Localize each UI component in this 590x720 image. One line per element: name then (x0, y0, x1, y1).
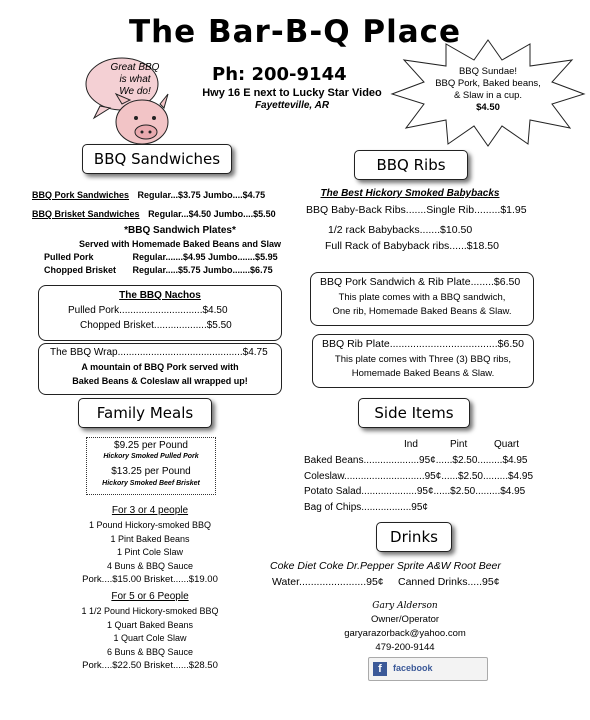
facebook-label: facebook (393, 663, 433, 673)
side-items-heading: Side Items (358, 398, 470, 428)
pig-speech-bubble (100, 62, 170, 98)
plate-pork-row (44, 252, 278, 262)
sandwich-plates-title: *BBQ Sandwich Plates* (124, 225, 236, 236)
brisket-sandwich-prices: Regular...$4.50 Jumbo....$5.50 (148, 209, 276, 219)
owner-role: Owner/Operator (370, 614, 440, 625)
sundae-price: $4.50 (476, 102, 500, 113)
phone-number: Ph: 200-9144 (212, 64, 347, 85)
plate-brisket-row (44, 265, 273, 275)
family-group1-item: 1 Pint Baked Beans (110, 533, 190, 544)
facebook-badge[interactable] (368, 657, 488, 681)
pork-sandwich-prices: Regular...$3.75 Jumbo....$4.75 (137, 190, 266, 200)
family-group1-item: 4 Buns & BBQ Sauce (106, 560, 194, 571)
per-pound-sub-2: Hickory Smoked Beef Brisket (102, 480, 200, 487)
ribs-item-half: 1/2 rack Babybacks.......$10.50 (328, 224, 473, 236)
drinks-list: Coke Diet Coke Dr.Pepper Sprite A&W Root Beer (270, 560, 501, 572)
sundae-line-2: BBQ Pork, Baked beans, (435, 78, 541, 89)
drinks-heading: Drinks (376, 522, 452, 552)
family-group2-price: Pork....$22.50 Brisket......$28.50 (82, 660, 218, 671)
wrap-desc-1: A mountain of BBQ Pork served with (81, 362, 239, 372)
pork-sandwich-row (32, 190, 265, 200)
rib-combo-title: BBQ Pork Sandwich & Rib Plate........$6.50 (320, 276, 521, 288)
sides-col-pint: Pint (450, 439, 468, 450)
per-pound-price-1: $9.25 per Pound (114, 440, 188, 451)
sides-col-quart: Quart (494, 439, 520, 450)
family-group1-title: For 3 or 4 people (111, 505, 189, 516)
plate-brisket-prices: Regular.....$5.75 Jumbo.......$6.75 (132, 265, 273, 275)
family-group2-item: 6 Buns & BBQ Sauce (106, 646, 194, 657)
rib-plate-title: BBQ Rib Plate.....................................$6.50 (322, 338, 524, 350)
family-group2-item: 1 1/2 Pound Hickory-smoked BBQ (81, 606, 219, 616)
restaurant-title: The Bar-B-Q Place (128, 14, 462, 50)
side-row-chips: Bag of Chips..................95¢ (304, 502, 428, 513)
family-group1-item: 1 Pint Cole Slaw (116, 547, 184, 557)
rib-plate-desc-2: Homemade Baked Beans & Slaw. (351, 368, 495, 379)
ribs-subtitle: The Best Hickory Smoked Babybacks (320, 188, 500, 199)
family-group2-title: For 5 or 6 People (111, 591, 189, 602)
rib-combo-desc-1: This plate comes with a BBQ sandwich, (338, 292, 506, 303)
side-row-potato-salad: Potato Salad....................95¢......$2.50.........$4.95 (304, 486, 526, 497)
address: Hwy 16 E next to Lucky Star Video (202, 87, 382, 99)
rib-combo-desc-2: One rib, Homemade Baked Beans & Slaw. (332, 306, 512, 317)
brisket-sandwich-label: BBQ Brisket Sandwiches (32, 209, 140, 219)
per-pound-sub-1: Hickory Smoked Pulled Pork (103, 453, 199, 460)
family-group1-item: 1 Pound Hickory-smoked BBQ (88, 520, 212, 530)
wrap-desc-2: Baked Beans & Coleslaw all wrapped up! (72, 376, 248, 386)
bbq-sandwiches-heading: BBQ Sandwiches (82, 144, 232, 174)
side-row-coleslaw: Coleslaw.............................95¢......$2.50.........$4.95 (304, 471, 533, 482)
sundae-line-3: & Slaw in a cup. (453, 90, 523, 101)
owner-signature: Gary Alderson (372, 601, 438, 611)
sandwich-plates-subtitle: Served with Homemade Baked Beans and Slaw (78, 239, 282, 249)
family-meals-heading: Family Meals (78, 398, 212, 428)
facebook-icon: f (373, 662, 387, 676)
bubble-line-3: We do! (119, 86, 151, 97)
family-group2-items (50, 605, 250, 659)
city: Fayetteville, AR (254, 100, 330, 111)
plate-pork-label: Pulled Pork (44, 252, 94, 262)
brisket-sandwich-row (32, 209, 276, 219)
sundae-title: BBQ Sundae! (458, 66, 518, 77)
family-group2-item: 1 Quart Cole Slaw (113, 633, 187, 643)
drinks-water: Water.......................95¢ (272, 576, 384, 588)
ribs-item-full: Full Rack of Babyback ribs......$18.50 (325, 240, 499, 252)
bubble-line-2: is what (119, 74, 151, 85)
owner-phone: 479-200-9144 (375, 642, 435, 653)
ribs-item-single: BBQ Baby-Back Ribs.......Single Rib.........$1.95 (306, 204, 527, 216)
plate-pork-prices: Regular.......$4.95 Jumbo.......$5.95 (132, 252, 278, 262)
nachos-item-pork: Pulled Pork..............................$4.50 (68, 305, 228, 316)
sides-col-ind: Ind (404, 439, 418, 450)
pork-sandwich-label: BBQ Pork Sandwiches (32, 190, 130, 200)
sundae-text (420, 66, 556, 114)
drinks-canned: Canned Drinks.....95¢ (398, 576, 500, 588)
owner-email[interactable]: garyarazorback@yahoo.com (344, 628, 466, 639)
nachos-item-brisket: Chopped Brisket...................$5.50 (80, 320, 232, 331)
family-group1-items (50, 519, 250, 573)
nachos-title: The BBQ Nachos (119, 290, 201, 301)
family-group2-item: 1 Quart Baked Beans (106, 619, 194, 630)
plate-brisket-label: Chopped Brisket (44, 265, 117, 275)
family-group1-price: Pork....$15.00 Brisket......$19.00 (82, 574, 218, 585)
per-pound-price-2: $13.25 per Pound (111, 466, 191, 477)
wrap-title: The BBQ Wrap.............................................$4.75 (50, 347, 268, 358)
bubble-line-1: Great BBQ (110, 62, 160, 73)
rib-plate-desc-1: This plate comes with Three (3) BBQ ribs, (334, 354, 512, 365)
side-row-baked-beans: Baked Beans....................95¢......$2.50.........$4.95 (304, 455, 528, 466)
bbq-ribs-heading: BBQ Ribs (354, 150, 468, 180)
